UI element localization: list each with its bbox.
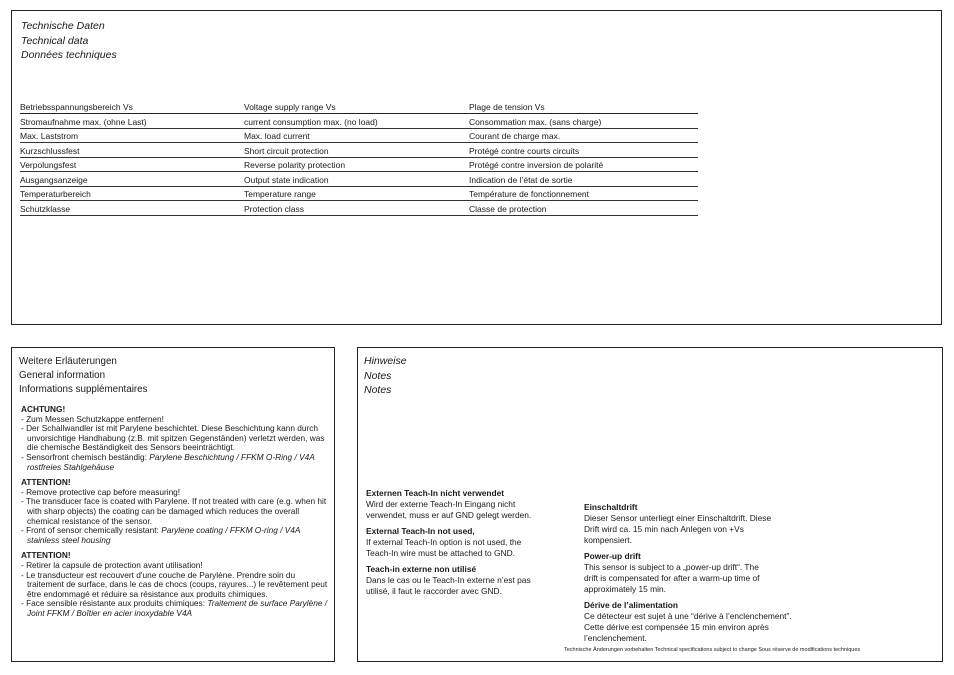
- teach-in-text-en: If external Teach-In option is not used, the Teach-In wire must be attached to GND.: [366, 537, 522, 558]
- warning-heading-en: ATTENTION!: [21, 477, 71, 488]
- technical-data-titles: [21, 19, 117, 63]
- drift-text-de: Dieser Sensor unterliegt einer Einschaltdrift. Diese Drift wird ca. 15 min nach Anlegen von +Vs kompensiert.: [584, 513, 772, 545]
- cell-en: current consumption max. (no load): [244, 116, 378, 127]
- warning-heading-fr: ATTENTION!: [21, 550, 71, 561]
- resistance-label: - Front of sensor chemically resistant:: [21, 525, 162, 536]
- warning-item: - Zum Messen Schutzkappe entfernen!: [21, 413, 164, 424]
- teach-in-heading-en: External Teach-In not used,: [366, 526, 475, 536]
- resistance-label: - Face sensible résistante aux produits chimiques:: [21, 598, 208, 609]
- cell-de: Stromaufnahme max. (ohne Last): [20, 116, 147, 127]
- drift-heading-fr: Dérive de l’alimentation: [584, 600, 679, 610]
- spec-table: [20, 100, 698, 216]
- spec-table-header: [20, 100, 698, 114]
- cell-de: Verpolungsfest: [20, 160, 77, 170]
- cell-fr: Classe de protection: [469, 203, 547, 214]
- resistance-value: Parylene Beschichtung / FFKM O-Ring / V4A rostfreies Stahlgehäuse: [27, 451, 315, 472]
- teach-in-text-de: Wird der externe Teach-In Eingang nicht verwendet, muss er auf GND gelegt werden.: [366, 499, 532, 520]
- warning-item: - Le transducteur est recouvert d'une couche de Parylène. Prendre soin du traitement de surface, dans le cas de chocs (coups, rayures...) le revêtement peut être endommagé et réduire sa résistance aux produits chimiques.: [21, 569, 328, 599]
- cell-fr: Température de fonctionnement: [469, 189, 590, 199]
- teach-in-heading-de: Externen Teach-In nicht verwendet: [366, 488, 505, 498]
- cell-de: Max. Laststrom: [20, 131, 79, 141]
- title-en: Technical data: [21, 34, 89, 47]
- general-information-titles: [19, 355, 148, 397]
- table-row: [20, 129, 698, 144]
- drift-text-fr: Ce détecteur est sujet à une “dérive à l’enclenchement”. Cette dérive est compensée 15 min environ après l’enclenchement.: [584, 611, 792, 643]
- cell-de: Temperaturbereich: [20, 189, 91, 199]
- title-de: Hinweise: [364, 355, 407, 367]
- teach-in-heading-fr: Teach-in externe non utilisé: [366, 564, 477, 574]
- footer-disclaimer: Technische Änderungen vorbehalten Technical specifications subject to change Sous réserve de modifications techniques: [564, 647, 861, 653]
- teach-in-text-fr: Dans le cas ou le Teach-In externe n’est pas utilisé, il faut le raccorder avec GND.: [366, 575, 531, 596]
- table-row: [20, 187, 698, 202]
- resistance-item-de: [21, 453, 329, 472]
- title-fr: Notes: [364, 384, 392, 396]
- warning-item: - Der Schallwandler ist mit Parylene beschichtet. Diese Beschichtung kann durch unvorsichtige Handhabung (z.B. mit spitzen Gegenständen) verletzt werden, was die chemische Beständigkeit des Sensors beeinträchtigt.: [21, 423, 325, 453]
- table-row: [20, 172, 698, 187]
- teach-in-notes: [366, 488, 542, 597]
- warning-item: - Remove protective cap before measuring!: [21, 486, 181, 497]
- resistance-value: Traitement de surface Parylène / Joint FFKM / Boîtier en acier inoxydable V4A: [27, 598, 328, 618]
- title-fr: Informations supplémentaires: [19, 384, 148, 395]
- cell-en: Protection class: [244, 203, 304, 214]
- cell-fr: Courant de charge max.: [469, 131, 561, 141]
- cell-de: Schutzklasse: [20, 203, 71, 214]
- drift-text-en: This sensor is subject to a „power-up drift“. The drift is compensated for after a warm-up time of approximately 15 min.: [584, 562, 760, 594]
- header-de: Betriebsspannungsbereich Vs: [20, 102, 133, 112]
- resistance-item-en: [21, 526, 329, 545]
- warning-item: - The transducer face is coated with Parylene. If not treated with care (e.g. when hit with sharp objects) the coating can be damaged which reduces the overall chemical resistance of the sensor.: [21, 496, 327, 526]
- power-up-drift-notes: [584, 502, 792, 644]
- cell-en: Max. load current: [244, 131, 310, 141]
- cell-de: Ausgangsanzeige: [20, 174, 88, 185]
- resistance-value: Parylene coating / FFKM O-ring / V4A stainless steel housing: [27, 525, 301, 545]
- title-en: Notes: [364, 369, 392, 382]
- cell-en: Reverse polarity protection: [244, 160, 346, 170]
- resistance-item-fr: [21, 599, 329, 618]
- table-row: [20, 201, 698, 216]
- title-de: Technische Daten: [21, 20, 105, 32]
- title-fr: Données techniques: [21, 49, 117, 61]
- warning-heading-de: ACHTUNG!: [21, 404, 66, 414]
- drift-heading-de: Einschaltdrift: [584, 502, 638, 512]
- title-en: General information: [19, 370, 106, 381]
- cell-fr: Indication de l’état de sortie: [469, 174, 573, 185]
- table-row: [20, 114, 698, 129]
- drift-heading-en: Power-up drift: [584, 551, 641, 561]
- cell-en: Output state indication: [244, 174, 329, 185]
- table-row: [20, 143, 698, 158]
- cell-en: Short circuit protection: [244, 145, 329, 156]
- title-de: Weitere Erläuterungen: [19, 356, 117, 367]
- cell-de: Kurzschlussfest: [20, 145, 80, 156]
- cell-fr: Protégé contre courts circuits: [469, 145, 580, 156]
- cell-fr: Protégé contre inversion de polarité: [469, 160, 604, 170]
- header-en: Voltage supply range Vs: [244, 102, 336, 112]
- cell-en: Temperature range: [244, 189, 316, 199]
- table-row: [20, 158, 698, 173]
- resistance-label: - Sensorfront chemisch beständig:: [21, 451, 150, 462]
- header-fr: Plage de tension Vs: [469, 102, 545, 112]
- cell-fr: Consommation max. (sans charge): [469, 116, 602, 127]
- warning-item: - Retirer la capsule de protection avant utilisation!: [21, 559, 203, 570]
- notes-titles: [364, 354, 407, 398]
- warnings-block: [21, 405, 329, 618]
